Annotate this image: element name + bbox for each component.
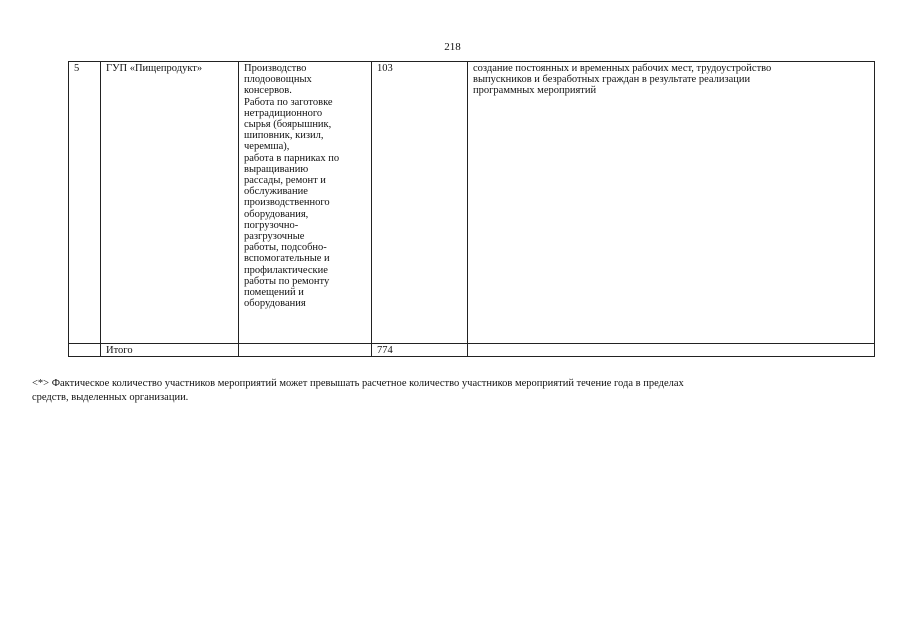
activity-line: рассады, ремонт и: [244, 175, 326, 187]
expected-result-cell: [468, 62, 875, 344]
activity-line: производственного: [244, 197, 330, 209]
result-line: выпускников и безработных граждан в результате реализации: [473, 74, 751, 86]
activity-line: нетрадиционного: [244, 107, 323, 119]
activity-line: вспомогательные и: [244, 253, 330, 265]
total-label-cell: Итого: [101, 344, 239, 357]
activity-line: работа в парниках по: [244, 152, 340, 164]
participant-count-cell: 103: [372, 62, 468, 344]
total-empty-cell: [69, 344, 101, 357]
activity-line: Производство: [244, 63, 307, 74]
activity-cell: [239, 62, 372, 344]
result-line: программных мероприятий: [473, 85, 597, 97]
activity-line: работы по ремонту: [244, 275, 330, 287]
total-empty-cell: [468, 344, 875, 357]
result-line: создание постоянных и временных рабочих мест, трудоустройство: [473, 63, 772, 74]
total-row: [69, 344, 875, 357]
table-row: [69, 62, 875, 344]
activity-line: сырья (боярышник,: [244, 119, 332, 131]
activity-line: оборудования: [244, 298, 306, 310]
activity-line: погрузочно-: [244, 219, 299, 231]
activity-line: Работа по заготовке: [244, 96, 333, 108]
activity-line: оборудования,: [244, 208, 309, 220]
total-count-cell: 774: [372, 344, 468, 357]
activity-line: консервов.: [244, 85, 292, 97]
activity-line: разгрузочные: [244, 231, 305, 243]
activity-line: черемша),: [244, 141, 290, 153]
footnote-line: средств, выделенных организации.: [32, 392, 189, 403]
activity-line: выращиванию: [244, 163, 309, 175]
measures-table: [68, 61, 875, 357]
activity-line: профилактические: [244, 264, 328, 276]
footnote-line: <*> Фактическое количество участников мероприятий может превышать расчетное количество участников мероприятий течение года в пределах: [32, 378, 684, 389]
activity-line: плодоовощных: [244, 74, 312, 86]
row-number-cell: 5: [69, 62, 101, 344]
organization-cell: ГУП «Пищепродукт»: [101, 62, 239, 344]
page-number: 218: [444, 41, 461, 53]
total-empty-cell: [239, 344, 372, 357]
activity-line: обслуживание: [244, 186, 308, 198]
activity-line: шиповник, кизил,: [244, 130, 324, 142]
activity-line: помещений и: [244, 287, 304, 299]
activity-line: работы, подсобно-: [244, 242, 327, 254]
footnote: [32, 377, 852, 405]
